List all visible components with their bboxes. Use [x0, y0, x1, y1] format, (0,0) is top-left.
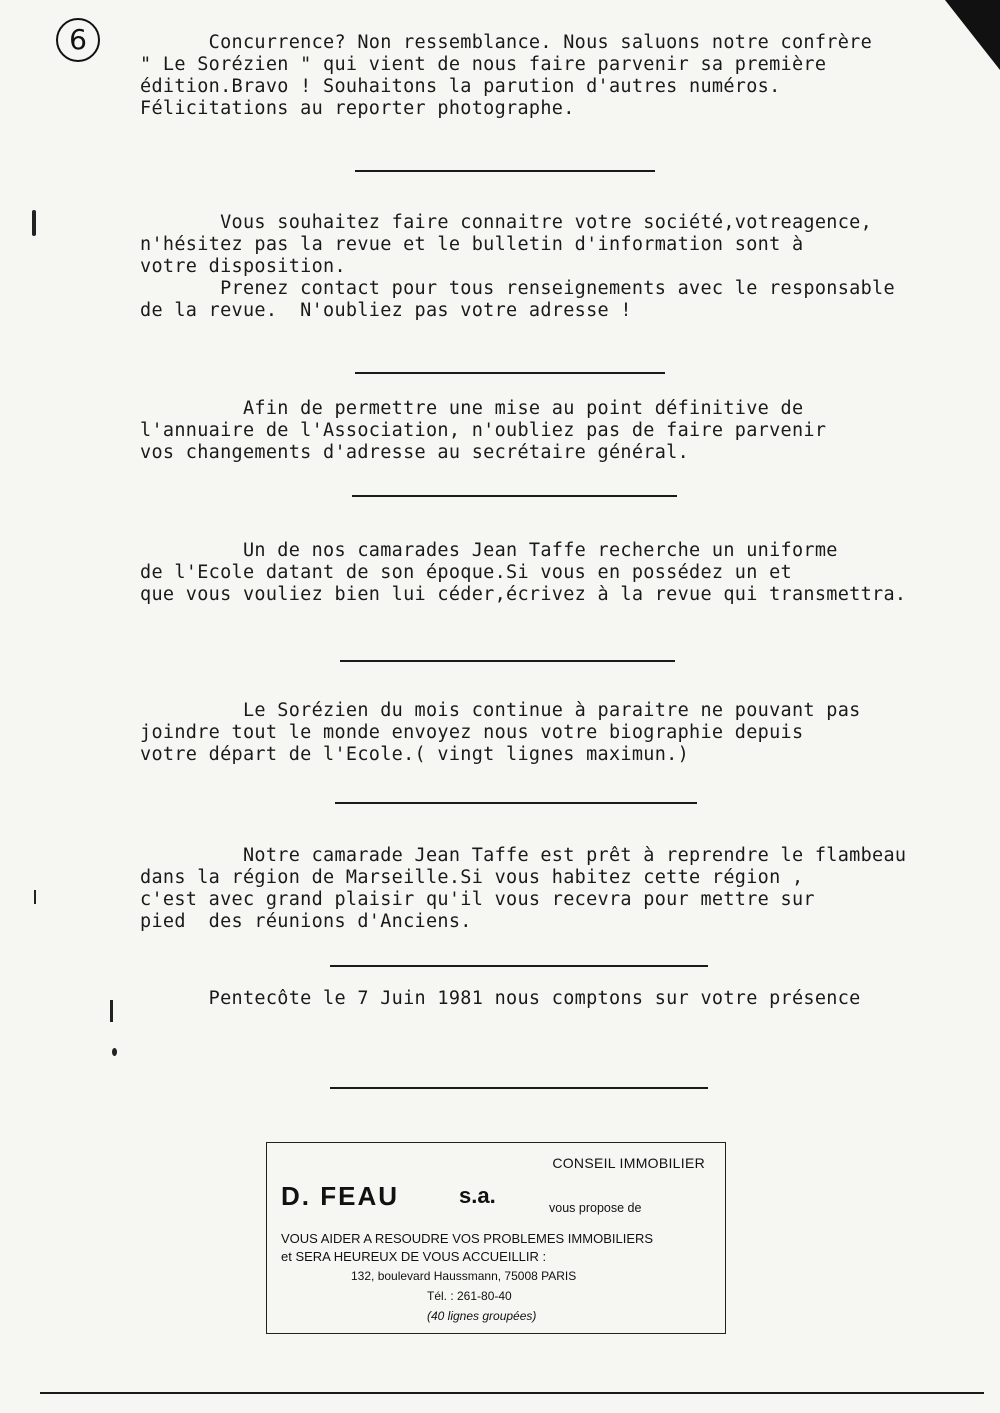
- ad-propose: vous propose de: [549, 1201, 642, 1215]
- text-line: Félicitations au reporter photographe.: [140, 98, 575, 119]
- text-line: Le Sorézien du mois continue à paraitre ne pouvant pas: [140, 700, 861, 721]
- text-line: vos changements d'adresse au secrétaire général.: [140, 442, 690, 463]
- ad-address: 132, boulevard Haussmann, 75008 PARIS: [351, 1269, 577, 1283]
- binding-mark: [112, 1048, 117, 1056]
- separator-rule: [355, 170, 655, 172]
- ad-lines-note: (40 lignes groupées): [427, 1309, 537, 1323]
- bottom-rule: [40, 1392, 984, 1394]
- text-line: dans la région de Marseille.Si vous habitez cette région ,: [140, 867, 804, 888]
- text-line: Concurrence? Non ressemblance. Nous saluons notre confrère: [140, 32, 873, 53]
- text-line: Pentecôte le 7 Juin 1981 nous comptons sur votre présence: [140, 988, 861, 1009]
- ad-company-name: D. FEAU: [281, 1181, 399, 1211]
- text-line: Vous souhaitez faire connaitre votre société,votreagence,: [140, 212, 873, 233]
- text-line: Prenez contact pour tous renseignements avec le responsable: [140, 278, 895, 299]
- separator-rule: [352, 495, 677, 497]
- text-line: n'hésitez pas la revue et le bulletin d'information sont à: [140, 234, 804, 255]
- separator-rule: [335, 802, 697, 804]
- text-line: de la revue. N'oubliez pas votre adresse !: [140, 300, 632, 321]
- text-line: votre disposition.: [140, 256, 346, 277]
- binding-mark: [32, 210, 36, 236]
- text-line: " Le Sorézien " qui vient de nous faire parvenir sa première: [140, 54, 827, 75]
- text-line: de l'Ecole datant de son époque.Si vous en possédez un et: [140, 562, 792, 583]
- ad-tagline: CONSEIL IMMOBILIER: [552, 1155, 705, 1171]
- ad-phone: Tél. : 261-80-40: [427, 1289, 512, 1303]
- folded-corner: [945, 0, 1000, 70]
- text-line: Un de nos camarades Jean Taffe recherche un uniforme: [140, 540, 838, 561]
- ad-company-suffix: s.a.: [459, 1183, 496, 1208]
- separator-rule: [355, 372, 665, 374]
- text-line: l'annuaire de l'Association, n'oubliez pas de faire parvenir: [140, 420, 827, 441]
- text-line: que vous vouliez bien lui céder,écrivez à la revue qui transmettra.: [140, 584, 907, 605]
- text-line: Notre camarade Jean Taffe est prêt à reprendre le flambeau: [140, 845, 907, 866]
- binding-mark: [110, 1000, 113, 1022]
- separator-rule: [330, 1087, 708, 1089]
- text-line: votre départ de l'Ecole.( vingt lignes maximun.): [140, 744, 690, 765]
- ad-line-1: VOUS AIDER A RESOUDRE VOS PROBLEMES IMMOBILIERS: [281, 1231, 654, 1246]
- separator-rule: [330, 965, 708, 967]
- text-line: pied des réunions d'Anciens.: [140, 911, 472, 932]
- ad-line-2: et SERA HEUREUX DE VOUS ACCUEILLIR :: [281, 1249, 547, 1264]
- binding-mark: [34, 890, 36, 904]
- separator-rule: [340, 660, 675, 662]
- text-line: c'est avec grand plaisir qu'il vous recevra pour mettre sur: [140, 889, 815, 910]
- advertisement-feau: [266, 1142, 726, 1334]
- text-line: édition.Bravo ! Souhaitons la parution d'autres numéros.: [140, 76, 781, 97]
- text-line: Afin de permettre une mise au point définitive de: [140, 398, 804, 419]
- page-number: 6: [56, 18, 100, 62]
- text-line: joindre tout le monde envoyez nous votre biographie depuis: [140, 722, 804, 743]
